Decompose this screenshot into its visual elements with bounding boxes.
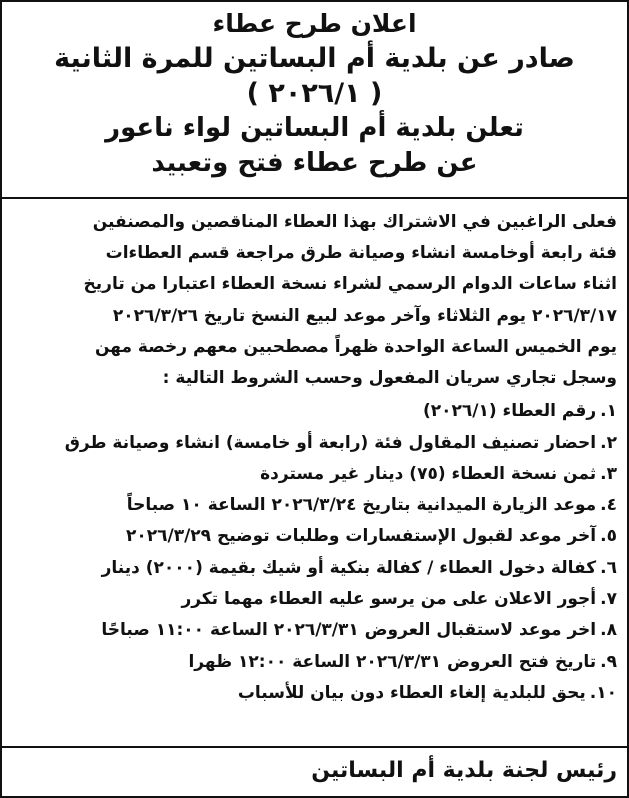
condition-number: ٥. (600, 526, 617, 547)
condition-item (12, 521, 617, 552)
condition-text: ثمن نسخة العطاء (٧٥) دينار غير مستردة (260, 463, 597, 484)
condition-item (12, 490, 617, 521)
announcement-header (2, 2, 627, 199)
intro-line: ٢٠٢٦/٣/١٧ يوم الثلاثاء وآخر موعد لبيع النسخ تاريخ ٢٠٢٦/٣/٢٦ (112, 305, 617, 326)
condition-item (12, 428, 617, 459)
condition-text: احضار تصنيف المقاول فئة (رابعة أو خامسة) انشاء وصيانة طرق (64, 432, 597, 453)
announcement-title: اعلان طرح عطاء (212, 9, 417, 38)
condition-item (12, 553, 617, 584)
condition-number: ١٠. (589, 682, 617, 703)
condition-number: ٧. (600, 589, 617, 609)
condition-number: ٢. (600, 432, 617, 453)
condition-item (12, 459, 617, 490)
intro-paragraph (12, 207, 617, 394)
condition-text: موعد الزيارة الميدانية بتاريخ ٢٠٢٦/٣/٢٤ الساعة ١٠ صباحاً (126, 495, 597, 516)
condition-item (12, 647, 617, 678)
condition-item (12, 615, 617, 646)
condition-number: ٦. (600, 557, 617, 578)
condition-number: ٨. (600, 620, 617, 641)
condition-item (12, 678, 617, 709)
condition-number: ٣. (600, 463, 617, 484)
condition-item (12, 396, 617, 427)
signature-block (2, 746, 627, 796)
intro-line: اثناء ساعات الدوام الرسمي لشراء نسخة العطاء اعتبارا من تاريخ (83, 274, 617, 295)
conditions-list (12, 396, 617, 709)
condition-text: رقم العطاء (٢٠٢٦/١) (422, 401, 597, 422)
condition-text: اخر موعد لاستقبال العروض ٢٠٢٦/٣/٣١ الساعة ١١:٠٠ صباحًا (101, 620, 597, 641)
condition-number: ٤. (600, 495, 617, 516)
tender-subject: عن طرح عطاء فتح وتعبيد (151, 148, 478, 178)
condition-number: ٩. (600, 651, 617, 672)
condition-number: ١. (600, 401, 617, 422)
tender-number-heading: ( ٢٠٢٦/١ ) (246, 78, 383, 109)
intro-line: فئة رابعة أوخامسة انشاء وصيانة طرق مراجعة قسم العطاءات (105, 243, 617, 264)
intro-line: يوم الخميس الساعة الواحدة ظهراً مصطحبين معهم رخصة مهن (94, 336, 617, 357)
condition-text: أجور الاعلان على من يرسو عليه العطاء مهما تكرر (181, 589, 597, 609)
condition-text: آخر موعد لقبول الإستفسارات وطلبات توضيح ٢٠٢٦/٣/٢٩ (125, 526, 597, 547)
municipality-announcement: تعلن بلدية أم البساتين لواء ناعور (105, 113, 524, 143)
condition-text: كفالة دخول العطاء / كفالة بنكية أو شيك بقيمة (٢٠٠٠) دينار (101, 557, 597, 578)
condition-text: يحق للبلدية إلغاء العطاء دون بيان للأسباب (237, 682, 586, 703)
intro-line: وسجل تجاري سريان المفعول وحسب الشروط التالية : (162, 368, 617, 389)
issuer-line: صادر عن بلدية أم البساتين للمرة الثانية (54, 43, 575, 74)
condition-text: تاريخ فتح العروض ٢٠٢٦/٣/٣١ الساعة ١٢:٠٠ ظهرا (188, 651, 597, 672)
signature-line: رئيس لجنة بلدية أم البساتين (311, 758, 617, 783)
announcement-body (2, 199, 627, 709)
condition-item (12, 584, 617, 615)
intro-line: فعلى الراغبين في الاشتراك بهذا العطاء المناقصين والمصنفين (92, 212, 617, 232)
